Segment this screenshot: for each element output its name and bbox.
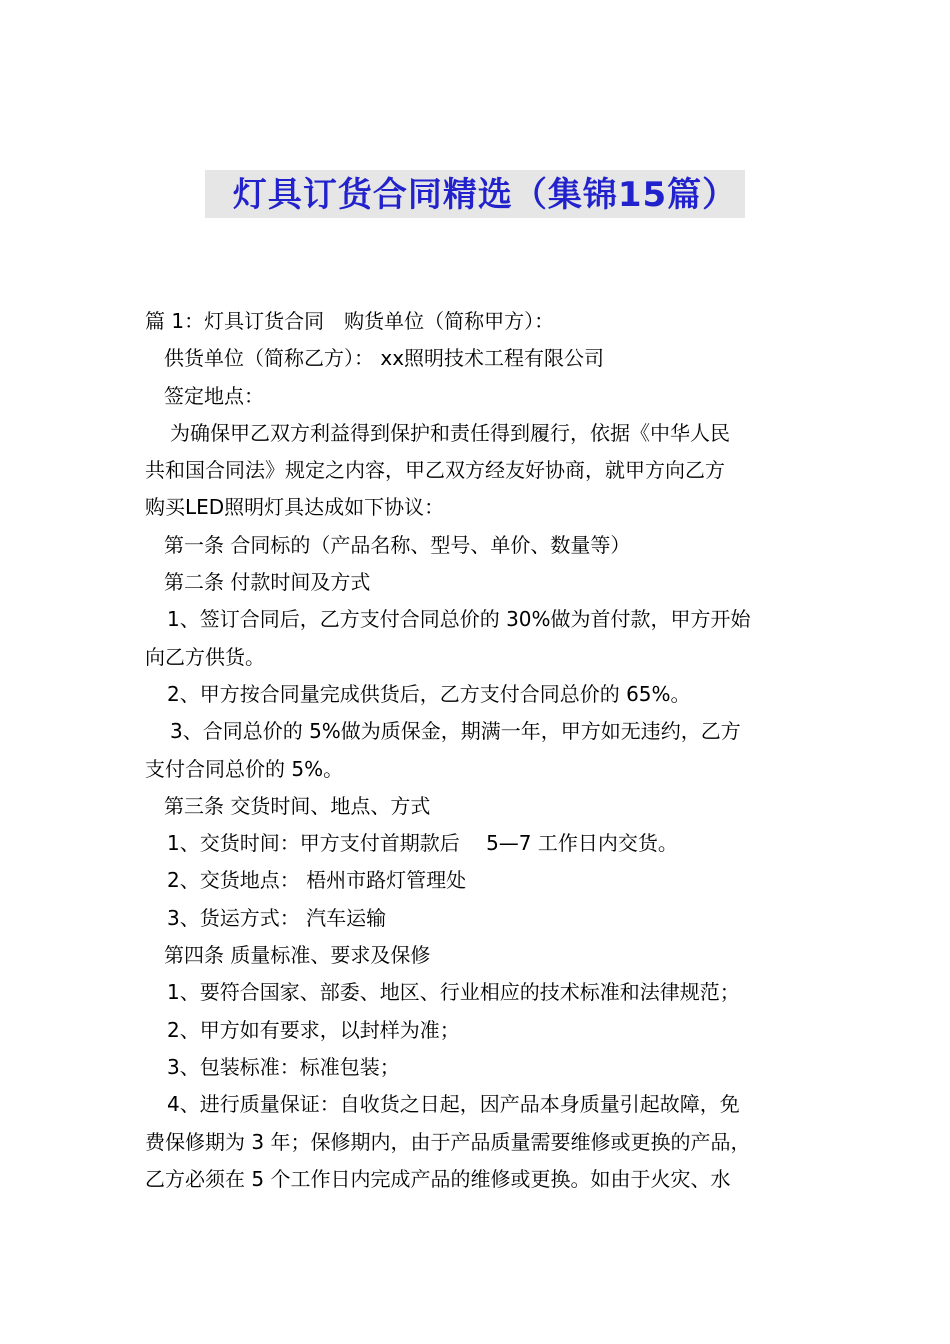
text-line: 3、包装标准：标准包装； (167, 1054, 400, 1079)
text-line: 为确保甲乙双方利益得到保护和责任得到履行，依据《中华人民 (170, 420, 730, 445)
text-line: 第三条 交货时间、地点、方式 (164, 793, 431, 818)
text-line: 2、甲方如有要求，以封样为准； (167, 1017, 460, 1042)
text-line: 2、甲方按合同量完成供货后，乙方支付合同总价的 65%。 (167, 681, 691, 706)
text-line: 共和国合同法》规定之内容，甲乙双方经友好协商，就甲方向乙方 (145, 458, 725, 483)
title-container (0, 170, 950, 218)
text-line: 2、交货地点： 梧州市路灯管理处 (167, 868, 467, 893)
text-line: 1、要符合国家、部委、地区、行业相应的技术标准和法律规范； (167, 980, 740, 1005)
document-body (145, 303, 810, 1198)
text-line: 第一条 合同标的（产品名称、型号、单价、数量等） (164, 532, 631, 557)
text-line: 乙方必须在 5 个工作日内完成产品的维修或更换。如由于火灾、水 (145, 1166, 731, 1191)
text-line: 支付合同总价的 5%。 (145, 756, 344, 781)
text-line: 3、合同总价的 5%做为质保金，期满一年，甲方如无违约，乙方 (170, 719, 741, 744)
text-line: 篇 1：灯具订货合同 购货单位（简称甲方）： (145, 309, 555, 333)
document-title: 灯具订货合同精选（集锦15篇） (205, 170, 745, 218)
text-line: 供货单位（简称乙方）： xx照明技术工程有限公司 (164, 346, 605, 371)
text-line: 1、签订合同后，乙方支付合同总价的 30%做为首付款，甲方开始 (167, 607, 751, 632)
text-line: 4、进行质量保证：自收货之日起，因产品本身质量引起故障，免 (167, 1092, 740, 1117)
text-line: 向乙方供货。 (145, 644, 265, 669)
text-line: 签定地点： (164, 383, 264, 408)
text-line: 第二条 付款时间及方式 (164, 570, 371, 595)
text-line: 1、交货时间：甲方支付首期款后 5—7 工作日内交货。 (167, 831, 678, 856)
text-line: 3、货运方式： 汽车运输 (167, 905, 387, 930)
text-line: 第四条 质量标准、要求及保修 (164, 943, 431, 968)
text-line: 购买LED照明灯具达成如下协议： (145, 495, 445, 520)
text-line: 费保修期为 3 年；保修期内，由于产品质量需要维修或更换的产品， (145, 1129, 751, 1154)
